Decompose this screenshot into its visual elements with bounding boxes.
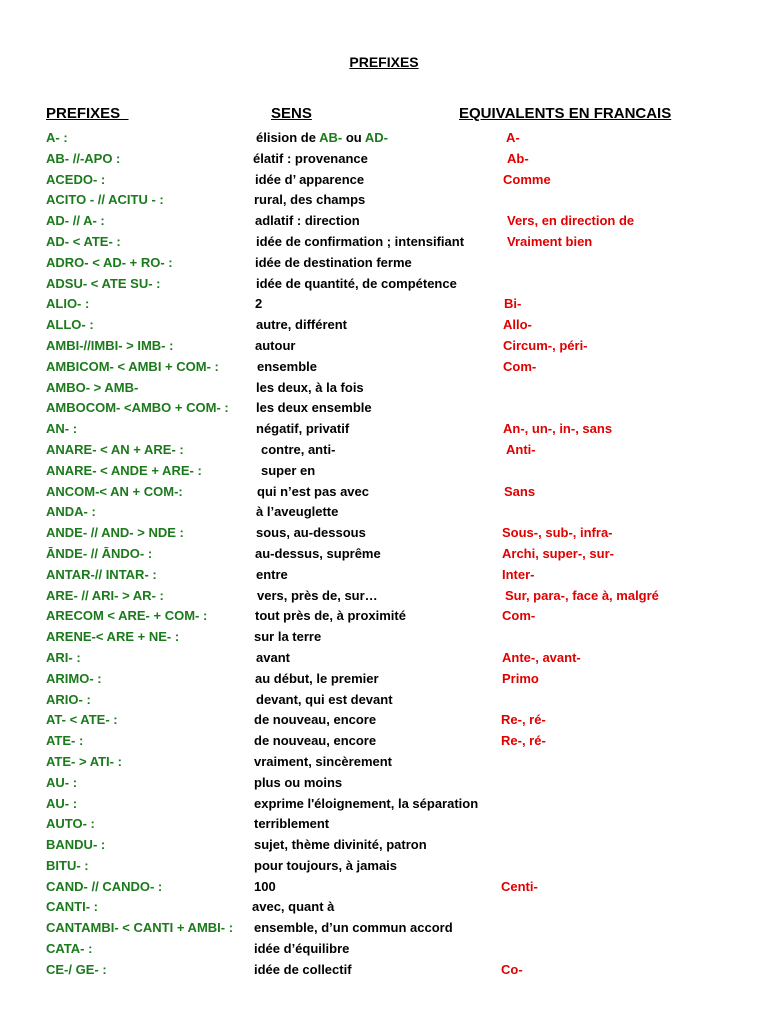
sens-cell: négatif, privatif <box>256 421 350 437</box>
table-row <box>0 336 768 357</box>
prefix-cell: ARIMO- : <box>46 670 102 686</box>
prefix-cell: BITU- : <box>46 857 89 873</box>
prefix-cell: ARENE-< ARE + NE- : <box>46 629 180 645</box>
table-row <box>0 502 768 523</box>
prefix-cell: AU- : <box>46 795 78 811</box>
table-row <box>0 752 768 773</box>
sens-cell: à l’aveuglette <box>256 504 339 520</box>
sens-cell: idée d’ apparence <box>255 171 365 187</box>
sens-cell: au-dessus, suprême <box>255 545 381 561</box>
table-row <box>0 544 768 565</box>
table-row <box>0 877 768 898</box>
table-row <box>0 253 768 274</box>
sens-cell: sur la terre <box>254 629 322 645</box>
equivalent-cell: Ab- <box>507 150 529 166</box>
equivalent-cell: Archi, super-, sur- <box>502 545 614 561</box>
prefix-cell: ALIO- : <box>46 296 90 312</box>
table-row <box>0 690 768 711</box>
sens-cell: idée d’équilibre <box>254 941 350 957</box>
table-row <box>0 398 768 419</box>
sens-cell: adlatif : direction <box>255 213 360 229</box>
equivalent-cell: Sans <box>504 483 536 499</box>
table-row <box>0 149 768 170</box>
sens-cell: vraiment, sincèrement <box>254 753 393 769</box>
sens-cell: ensemble, d’un commun accord <box>254 920 453 936</box>
prefix-cell: ADRO- < AD- + RO- : <box>46 254 173 270</box>
sens-cell: 100 <box>254 878 276 894</box>
sens-cell: idée de collectif <box>254 961 352 977</box>
header-sens: SENS <box>271 105 312 122</box>
prefix-cell: ATE- > ATI- : <box>46 753 122 769</box>
table-row <box>0 170 768 191</box>
prefix-cell: ALLO- : <box>46 317 94 333</box>
table-row <box>0 440 768 461</box>
equivalent-cell: Com- <box>503 358 537 374</box>
prefix-cell: ANTAR-// INTAR- : <box>46 566 157 582</box>
prefix-cell: CE-/ GE- : <box>46 961 107 977</box>
prefix-cell: AMBOCOM- <AMBO + COM- : <box>46 400 229 416</box>
prefix-cell: ARIO- : <box>46 691 91 707</box>
sens-cell: élatif : provenance <box>253 150 368 166</box>
sens-cell: au début, le premier <box>255 670 379 686</box>
equivalent-cell: Inter- <box>502 566 535 582</box>
prefix-cell: ATE- : <box>46 733 84 749</box>
prefix-cell: AMBICOM- < AMBI + COM- : <box>46 358 219 374</box>
sens-cell: pour toujours, à jamais <box>254 857 398 873</box>
prefix-cell: ANCOM-< AN + COM-: <box>46 483 183 499</box>
sens-fragment: élision de <box>256 130 320 145</box>
sens-cell: sous, au-dessous <box>256 525 366 541</box>
table-row <box>0 918 768 939</box>
prefix-cell: AUTO- : <box>46 816 95 832</box>
equivalent-cell: Circum-, péri- <box>503 337 588 353</box>
sens-cell: ensemble <box>257 358 317 374</box>
sens-cell: les deux ensemble <box>256 400 372 416</box>
sens-cell: contre, anti- <box>261 441 336 457</box>
prefix-cell: CANTAMBI- < CANTI + AMBI- : <box>46 920 234 936</box>
header-equivalents: EQUIVALENTS EN FRANCAIS <box>459 105 672 122</box>
equivalent-cell: Co- <box>501 961 523 977</box>
header-prefixes: PREFIXES <box>46 105 129 122</box>
prefix-cell: A- : <box>46 130 68 145</box>
equivalent-cell: Comme <box>503 171 551 187</box>
equivalent-cell: Re-, ré- <box>501 712 546 728</box>
equivalent-cell: Re-, ré- <box>501 733 546 749</box>
table-row <box>0 814 768 835</box>
prefix-table <box>0 128 768 981</box>
table-row <box>0 274 768 295</box>
table-row <box>0 710 768 731</box>
sens-fragment: ou <box>342 130 365 145</box>
table-row <box>0 419 768 440</box>
equivalent-cell: Bi- <box>504 296 522 312</box>
prefix-cell: ADSU- < ATE SU- : <box>46 275 161 291</box>
table-row <box>0 669 768 690</box>
sens-cell: avec, quant à <box>252 899 335 915</box>
equivalent-cell: Centi- <box>501 878 538 894</box>
sens-cell: terriblement <box>254 816 330 832</box>
equivalent-cell: A- <box>506 130 520 145</box>
prefix-cell: CANTI- : <box>46 899 98 915</box>
prefix-cell: ANDA- : <box>46 504 96 520</box>
sens-cell: idée de confirmation ; intensifiant <box>256 233 465 249</box>
sens-cell: tout près de, à proximité <box>255 608 406 624</box>
equivalent-cell: Sous-, sub-, infra- <box>502 525 613 541</box>
equivalent-cell: Vers, en direction de <box>507 213 635 229</box>
sens-cell: avant <box>256 649 290 665</box>
table-row <box>0 586 768 607</box>
table-row <box>0 939 768 960</box>
table-row <box>0 294 768 315</box>
table-row <box>0 648 768 669</box>
sens-cell: idée de destination ferme <box>255 254 412 270</box>
table-row <box>0 856 768 877</box>
prefix-cell: AMBO- > AMB- <box>46 379 139 395</box>
sens-cell: super en <box>261 462 316 478</box>
table-row <box>0 523 768 544</box>
table-row <box>0 897 768 918</box>
table-row <box>0 960 768 981</box>
table-row <box>0 211 768 232</box>
sens-cell: autour <box>255 337 296 353</box>
sens-cell: autre, différent <box>256 317 348 333</box>
sens-cell: rural, des champs <box>254 192 366 208</box>
equivalent-cell: Sur, para-, face à, malgré <box>505 587 659 603</box>
table-row <box>0 773 768 794</box>
sens-cell: sujet, thème divinité, patron <box>254 837 427 853</box>
prefix-cell: AMBI-//IMBI- > IMB- : <box>46 337 174 353</box>
prefix-cell: AD- // A- : <box>46 213 105 229</box>
table-row <box>0 461 768 482</box>
table-row <box>0 606 768 627</box>
equivalent-cell: Com- <box>502 608 536 624</box>
prefix-cell: AU- : <box>46 774 78 790</box>
sens-cell: de nouveau, encore <box>254 712 377 728</box>
prefix-cell: CATA- : <box>46 941 93 957</box>
prefix-cell: AT- < ATE- : <box>46 712 118 728</box>
table-row <box>0 378 768 399</box>
table-row <box>0 232 768 253</box>
sens-cell: qui n’est pas avec <box>257 483 369 499</box>
prefix-cell: AD- < ATE- : <box>46 233 121 249</box>
table-row <box>0 357 768 378</box>
sens-fragment: AD- <box>364 130 388 145</box>
prefix-cell: AB- //-APO : <box>46 150 121 166</box>
prefix-cell: CAND- // CANDO- : <box>46 878 163 894</box>
sens-cell: exprime l'éloignement, la séparation <box>254 795 479 811</box>
prefix-cell: ACEDO- : <box>46 171 106 187</box>
sens-cell: idée de quantité, de compétence <box>256 275 457 291</box>
prefix-cell: ANARE- < ANDE + ARE- : <box>46 462 202 478</box>
sens-cell: entre <box>256 566 288 582</box>
sens-cell: 2 <box>255 296 263 312</box>
prefix-cell: ĀNDE- // ĀNDO- : <box>46 545 153 561</box>
prefix-cell: ANDE- // AND- > NDE : <box>46 525 184 541</box>
table-row <box>0 482 768 503</box>
table-row <box>0 627 768 648</box>
prefix-cell: ARE- // ARI- > AR- : <box>46 587 164 603</box>
prefix-cell: ACITO - // ACITU - : <box>46 192 164 208</box>
table-row <box>0 190 768 211</box>
equivalent-cell: Primo <box>502 670 539 686</box>
equivalent-cell: Anti- <box>506 441 536 457</box>
sens-cell: vers, près de, sur… <box>257 587 378 603</box>
table-row <box>0 315 768 336</box>
table-row <box>0 128 768 149</box>
table-row <box>0 794 768 815</box>
equivalent-cell: Allo- <box>503 317 532 333</box>
sens-fragment: AB- <box>319 130 343 145</box>
equivalent-cell: An-, un-, in-, sans <box>503 421 613 437</box>
sens-cell: les deux, à la fois <box>256 379 364 395</box>
prefix-cell: ARECOM < ARE- + COM- : <box>46 608 208 624</box>
page-title: PREFIXES <box>349 54 419 70</box>
prefix-cell: ARI- : <box>46 649 81 665</box>
prefix-cell: AN- : <box>46 421 78 437</box>
sens-cell <box>256 128 388 149</box>
prefix-cell: BANDU- : <box>46 837 106 853</box>
sens-cell: devant, qui est devant <box>256 691 393 707</box>
equivalent-cell: Vraiment bien <box>507 233 593 249</box>
prefix-cell: ANARE- < AN + ARE- : <box>46 441 184 457</box>
table-row <box>0 731 768 752</box>
table-row <box>0 835 768 856</box>
sens-cell: plus ou moins <box>254 774 343 790</box>
equivalent-cell: Ante-, avant- <box>502 649 581 665</box>
table-row <box>0 565 768 586</box>
sens-cell: de nouveau, encore <box>254 733 377 749</box>
